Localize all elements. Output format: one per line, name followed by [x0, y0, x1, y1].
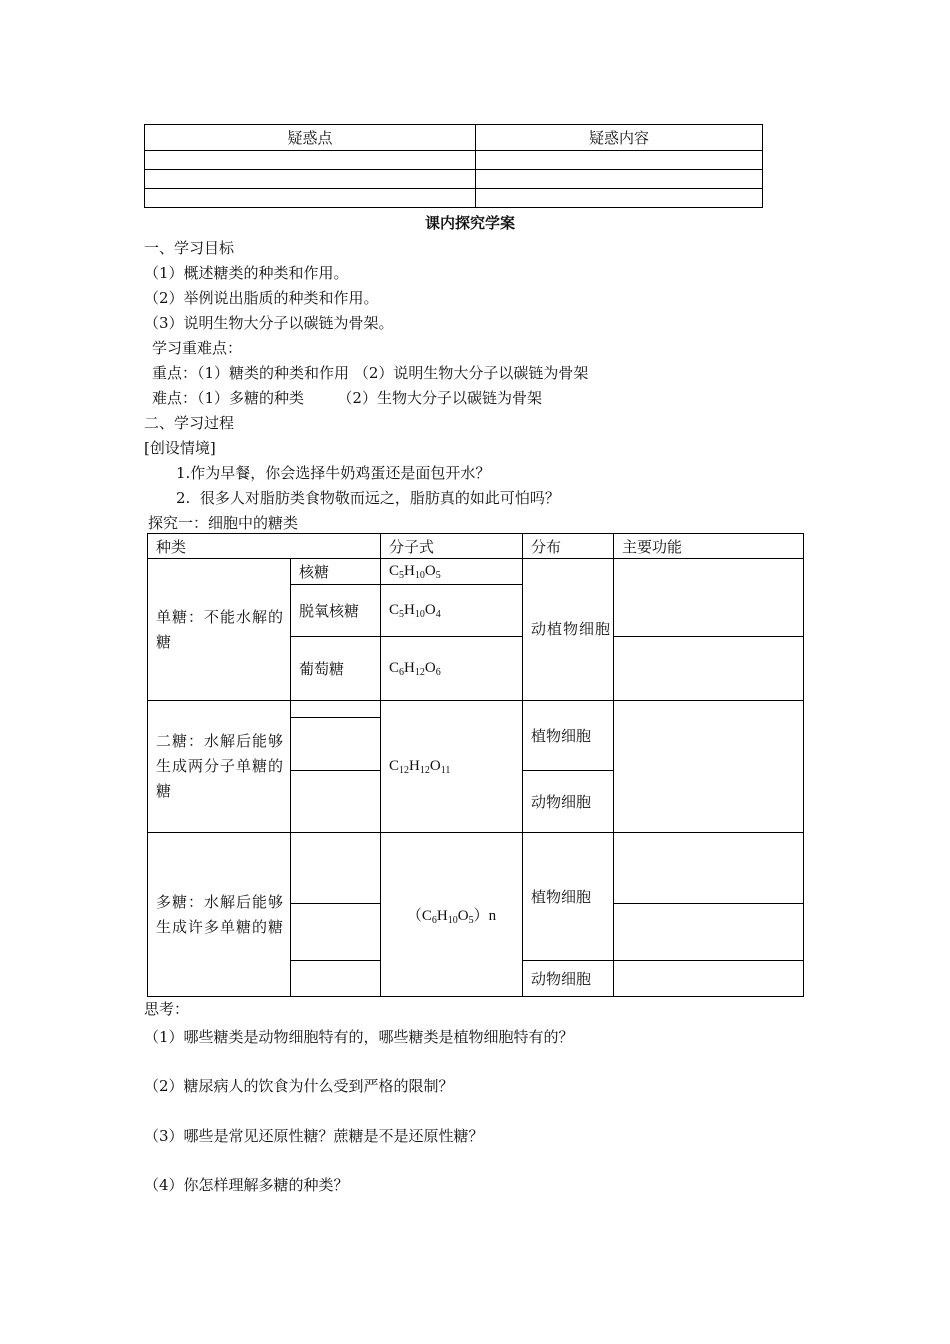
mono-formula: $C_5H_{10}O_5$ [381, 559, 523, 585]
name-cell[interactable] [291, 833, 381, 904]
poly-distribution-plant: 植物细胞 [523, 833, 614, 961]
sugar-table [147, 533, 804, 997]
thinking-question: （4）你怎样理解多糖的种类？ [144, 1176, 349, 1194]
function-cell[interactable] [614, 833, 804, 904]
mono-formula: $C_6H_{12}O_6$ [381, 637, 523, 701]
difficult-points: 难点：（1）多糖的种类 （2）生物大分子以碳链为骨架 [152, 389, 542, 407]
mono-name: 核糖 [291, 559, 381, 585]
mono-distribution: 动植物细胞 [523, 559, 614, 701]
explore-title: 探究一：细胞中的糖类 [148, 514, 299, 532]
thinking-heading: 思考： [144, 1000, 190, 1018]
process-heading: 二、学习过程 [144, 414, 235, 432]
poly-distribution-animal: 动物细胞 [523, 961, 614, 997]
poly-formula: $(C_6H_{10}O_5)n$ [381, 833, 523, 997]
scenario-label: [创设情境] [144, 439, 216, 457]
mono-formula: $C_5H_{10}O_4$ [381, 585, 523, 637]
scenario-question: 1.作为早餐，你会选择牛奶鸡蛋还是面包开水？ [176, 464, 491, 482]
mono-name: 脱氧核糖 [291, 585, 381, 637]
function-cell[interactable] [614, 559, 804, 637]
doubt-cell[interactable] [145, 170, 476, 189]
goal-item: （3）说明生物大分子以碳链为骨架。 [144, 314, 394, 332]
doubt-header-content: 疑惑内容 [476, 125, 763, 151]
name-cell[interactable] [291, 904, 381, 961]
di-distribution-animal: 动物细胞 [523, 771, 614, 833]
function-cell[interactable] [614, 701, 804, 833]
key-points: 重点：（1）糖类的种类和作用 （2）说明生物大分子以碳链为骨架 [152, 364, 589, 382]
name-cell[interactable] [291, 718, 381, 771]
doubt-cell[interactable] [145, 151, 476, 170]
goal-item: （1）概述糖类的种类和作用。 [144, 264, 349, 282]
name-cell[interactable] [291, 771, 381, 833]
doubt-cell[interactable] [476, 151, 763, 170]
header-type: 种类 [148, 534, 381, 559]
doubt-cell[interactable] [476, 189, 763, 208]
doubt-cell[interactable] [476, 170, 763, 189]
mono-name: 葡萄糖 [291, 637, 381, 701]
scenario-question: 2. 很多人对脂肪类食物敬而远之，脂肪真的如此可怕吗？ [176, 489, 560, 507]
thinking-question: （1）哪些糖类是动物细胞特有的，哪些糖类是植物细胞特有的？ [144, 1028, 574, 1046]
name-cell[interactable] [291, 961, 381, 997]
function-cell[interactable] [614, 637, 804, 701]
header-formula: 分子式 [381, 534, 523, 559]
goal-item: （2）举例说出脂质的种类和作用。 [144, 289, 379, 307]
function-cell[interactable] [614, 904, 804, 961]
mono-category: 单糖：不能水解的糖 [148, 559, 291, 701]
thinking-question: （3）哪些是常见还原性糖？蔗糖是不是还原性糖？ [144, 1127, 484, 1145]
function-cell[interactable] [614, 961, 804, 997]
goals-heading: 一、学习目标 [144, 239, 235, 257]
di-category: 二糖：水解后能够生成两分子单糖的糖 [148, 701, 291, 833]
header-distribution: 分布 [523, 534, 614, 559]
di-distribution-plant: 植物细胞 [523, 701, 614, 771]
key-heading: 学习重难点： [152, 339, 243, 357]
section-title: 课内探究学案 [425, 214, 516, 232]
doubt-table [144, 124, 763, 208]
di-formula: $C_{12}H_{12}O_{11}$ [381, 701, 523, 833]
thinking-question: （2）糖尿病人的饮食为什么受到严格的限制？ [144, 1077, 454, 1095]
poly-category: 多糖：水解后能够生成许多单糖的糖 [148, 833, 291, 997]
doubt-header-point: 疑惑点 [145, 125, 476, 151]
header-function: 主要功能 [614, 534, 804, 559]
name-cell[interactable] [291, 701, 381, 718]
doubt-cell[interactable] [145, 189, 476, 208]
